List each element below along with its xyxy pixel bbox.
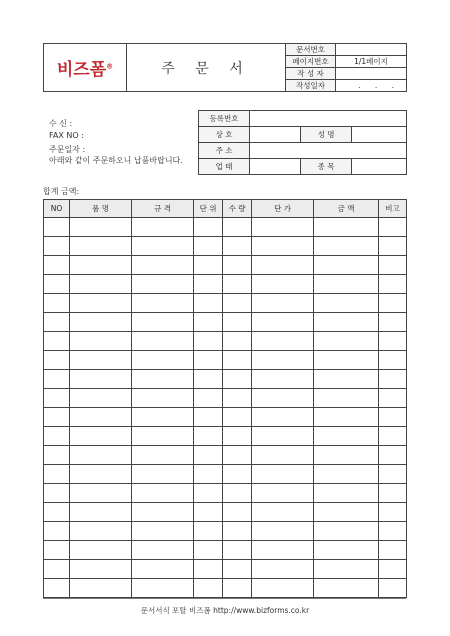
item-cell[interactable] [252, 389, 314, 408]
item-cell[interactable] [70, 370, 132, 389]
item-cell[interactable] [194, 313, 223, 332]
item-cell[interactable] [132, 294, 194, 313]
item-cell[interactable] [132, 256, 194, 275]
col-spec: 규 격 [132, 200, 194, 218]
item-cell[interactable] [194, 503, 223, 522]
item-cell[interactable] [194, 256, 223, 275]
item-cell[interactable] [132, 484, 194, 503]
item-cell[interactable] [132, 275, 194, 294]
item-cell[interactable] [314, 579, 379, 598]
address-value[interactable] [250, 143, 407, 159]
doc-number-label: 문서번호 [286, 44, 336, 56]
col-no: NO [44, 200, 70, 218]
item-cell[interactable] [44, 427, 70, 446]
item-cell[interactable] [223, 389, 252, 408]
item-cell[interactable] [379, 313, 407, 332]
item-cell[interactable] [44, 389, 70, 408]
item-cell[interactable] [132, 332, 194, 351]
item-cell[interactable] [379, 408, 407, 427]
item-cell[interactable] [379, 446, 407, 465]
item-cell[interactable] [314, 370, 379, 389]
col-quantity: 수 량 [223, 200, 252, 218]
item-cell[interactable] [314, 294, 379, 313]
item-cell[interactable] [70, 465, 132, 484]
item-cell[interactable] [223, 332, 252, 351]
item-cell[interactable] [70, 446, 132, 465]
item-cell[interactable] [314, 256, 379, 275]
item-cell[interactable] [44, 237, 70, 256]
company-label: 상 호 [199, 127, 250, 143]
item-cell[interactable] [314, 313, 379, 332]
representative-value[interactable] [352, 127, 407, 143]
item-cell[interactable] [44, 503, 70, 522]
item-cell[interactable] [44, 275, 70, 294]
item-cell[interactable] [314, 351, 379, 370]
footer-divider [43, 598, 406, 599]
col-item-name: 품 명 [70, 200, 132, 218]
item-cell[interactable] [314, 446, 379, 465]
item-cell[interactable] [252, 560, 314, 579]
item-cell[interactable] [44, 408, 70, 427]
item-cell[interactable] [223, 522, 252, 541]
item-cell[interactable] [223, 408, 252, 427]
item-cell[interactable] [379, 465, 407, 484]
item-cell[interactable] [379, 332, 407, 351]
item-row [44, 351, 407, 370]
item-cell[interactable] [252, 218, 314, 237]
business-type-value[interactable] [250, 159, 301, 175]
item-cell[interactable] [379, 522, 407, 541]
item-cell[interactable] [132, 446, 194, 465]
item-cell[interactable] [132, 313, 194, 332]
item-cell[interactable] [194, 389, 223, 408]
item-cell[interactable] [132, 560, 194, 579]
item-cell[interactable] [252, 294, 314, 313]
item-row [44, 465, 407, 484]
item-row [44, 541, 407, 560]
item-cell[interactable] [379, 560, 407, 579]
item-row [44, 256, 407, 275]
item-cell[interactable] [314, 541, 379, 560]
item-cell[interactable] [223, 579, 252, 598]
item-cell[interactable] [132, 351, 194, 370]
item-cell[interactable] [223, 446, 252, 465]
item-cell[interactable] [44, 256, 70, 275]
item-cell[interactable] [44, 313, 70, 332]
item-cell[interactable] [194, 522, 223, 541]
item-cell[interactable] [132, 541, 194, 560]
item-cell[interactable] [44, 541, 70, 560]
item-cell[interactable] [314, 484, 379, 503]
item-row [44, 237, 407, 256]
item-cell[interactable] [314, 389, 379, 408]
item-cell[interactable] [252, 465, 314, 484]
item-cell[interactable] [194, 484, 223, 503]
page-number-label: 페이지번호 [286, 56, 336, 68]
item-cell[interactable] [44, 446, 70, 465]
item-cell[interactable] [379, 370, 407, 389]
item-cell[interactable] [132, 579, 194, 598]
item-row [44, 446, 407, 465]
total-amount-label: 합계 금액: [43, 187, 80, 196]
item-cell[interactable] [44, 522, 70, 541]
item-cell[interactable] [223, 313, 252, 332]
item-cell[interactable] [379, 427, 407, 446]
item-cell[interactable] [252, 427, 314, 446]
address-label: 주 소 [199, 143, 250, 159]
order-date-label: 주문일자 : [49, 145, 86, 154]
items-table [43, 199, 407, 598]
item-cell[interactable] [194, 294, 223, 313]
item-cell[interactable] [379, 275, 407, 294]
item-cell[interactable] [70, 332, 132, 351]
item-cell[interactable] [252, 408, 314, 427]
item-cell[interactable] [223, 370, 252, 389]
item-row [44, 560, 407, 579]
item-cell[interactable] [132, 237, 194, 256]
order-note: 아래와 같이 주문하오니 납품바랍니다. [49, 156, 183, 165]
item-cell[interactable] [132, 389, 194, 408]
item-cell[interactable] [379, 389, 407, 408]
item-cell[interactable] [314, 275, 379, 294]
item-row [44, 503, 407, 522]
item-cell[interactable] [44, 560, 70, 579]
date-label: 작성일자 [286, 80, 336, 92]
item-cell[interactable] [70, 541, 132, 560]
item-cell[interactable] [314, 560, 379, 579]
item-cell[interactable] [223, 541, 252, 560]
item-cell[interactable] [252, 579, 314, 598]
item-cell[interactable] [379, 294, 407, 313]
item-cell[interactable] [252, 541, 314, 560]
item-row [44, 294, 407, 313]
item-cell[interactable] [194, 332, 223, 351]
header-table [43, 43, 407, 92]
item-cell[interactable] [379, 503, 407, 522]
item-cell[interactable] [252, 484, 314, 503]
author-label: 작 성 자 [286, 68, 336, 80]
item-row [44, 218, 407, 237]
item-cell[interactable] [194, 427, 223, 446]
item-cell[interactable] [132, 427, 194, 446]
item-cell[interactable] [252, 370, 314, 389]
author-value[interactable] [336, 68, 407, 80]
logo-cell [44, 44, 127, 92]
item-cell[interactable] [70, 256, 132, 275]
item-row [44, 275, 407, 294]
item-cell[interactable] [44, 370, 70, 389]
item-cell[interactable] [194, 446, 223, 465]
item-cell[interactable] [132, 465, 194, 484]
item-cell[interactable] [223, 465, 252, 484]
item-cell[interactable] [379, 541, 407, 560]
item-cell[interactable] [194, 351, 223, 370]
item-cell[interactable] [70, 237, 132, 256]
item-cell[interactable] [70, 560, 132, 579]
item-row [44, 427, 407, 446]
item-cell[interactable] [132, 408, 194, 427]
item-cell[interactable] [70, 484, 132, 503]
item-cell[interactable] [194, 408, 223, 427]
item-cell[interactable] [223, 484, 252, 503]
item-cell[interactable] [223, 351, 252, 370]
business-item-value[interactable] [352, 159, 407, 175]
item-cell[interactable] [44, 465, 70, 484]
item-cell[interactable] [252, 351, 314, 370]
item-row [44, 522, 407, 541]
item-cell[interactable] [379, 218, 407, 237]
item-cell[interactable] [223, 294, 252, 313]
item-cell[interactable] [132, 503, 194, 522]
item-cell[interactable] [379, 351, 407, 370]
fax-label: FAX NO : [49, 131, 84, 140]
item-row [44, 484, 407, 503]
item-cell[interactable] [252, 446, 314, 465]
item-cell[interactable] [194, 579, 223, 598]
item-cell[interactable] [252, 503, 314, 522]
item-cell[interactable] [70, 275, 132, 294]
item-cell[interactable] [44, 484, 70, 503]
bizforms-logo: 비즈폼® [56, 60, 114, 80]
col-unit: 단 위 [194, 200, 223, 218]
item-cell[interactable] [132, 370, 194, 389]
items-header-row [44, 200, 407, 218]
item-cell[interactable] [44, 294, 70, 313]
document-title: 주 문 서 [161, 60, 251, 77]
date-value[interactable]: . . . [336, 80, 407, 92]
item-cell[interactable] [223, 275, 252, 294]
item-cell[interactable] [252, 237, 314, 256]
item-row [44, 370, 407, 389]
reg-no-value[interactable] [250, 111, 407, 127]
item-cell[interactable] [314, 427, 379, 446]
item-cell[interactable] [194, 465, 223, 484]
page-number-value[interactable]: 1/1페이지 [336, 56, 407, 68]
item-row [44, 332, 407, 351]
item-row [44, 313, 407, 332]
item-row [44, 408, 407, 427]
recipient-label: 수 신 : [49, 119, 73, 128]
item-cell[interactable] [314, 408, 379, 427]
item-cell[interactable] [194, 218, 223, 237]
item-cell[interactable] [223, 237, 252, 256]
item-cell[interactable] [314, 503, 379, 522]
item-cell[interactable] [44, 579, 70, 598]
item-cell[interactable] [223, 427, 252, 446]
item-cell[interactable] [194, 275, 223, 294]
item-cell[interactable] [70, 294, 132, 313]
supplier-table [198, 110, 407, 175]
item-cell[interactable] [223, 560, 252, 579]
item-cell[interactable] [132, 218, 194, 237]
item-cell[interactable] [379, 579, 407, 598]
item-cell[interactable] [132, 522, 194, 541]
item-cell[interactable] [194, 560, 223, 579]
item-cell[interactable] [194, 541, 223, 560]
reg-no-label: 등록번호 [199, 111, 250, 127]
col-amount: 금 액 [314, 200, 379, 218]
item-cell[interactable] [44, 332, 70, 351]
item-cell[interactable] [314, 332, 379, 351]
item-cell[interactable] [70, 313, 132, 332]
item-cell[interactable] [379, 256, 407, 275]
col-remarks: 비고 [379, 200, 407, 218]
item-cell[interactable] [379, 237, 407, 256]
item-cell[interactable] [223, 256, 252, 275]
item-cell[interactable] [70, 522, 132, 541]
item-cell[interactable] [314, 237, 379, 256]
title-cell [127, 44, 286, 92]
item-cell[interactable] [44, 218, 70, 237]
item-cell[interactable] [252, 522, 314, 541]
item-cell[interactable] [252, 275, 314, 294]
item-cell[interactable] [194, 370, 223, 389]
item-cell[interactable] [314, 218, 379, 237]
item-cell[interactable] [70, 427, 132, 446]
company-value[interactable] [250, 127, 301, 143]
item-row [44, 389, 407, 408]
doc-number-value[interactable] [336, 44, 407, 56]
item-cell[interactable] [70, 351, 132, 370]
item-cell[interactable] [44, 351, 70, 370]
item-row [44, 579, 407, 598]
item-cell[interactable] [70, 408, 132, 427]
item-cell[interactable] [70, 579, 132, 598]
representative-label: 성 명 [301, 127, 352, 143]
business-item-label: 종 목 [301, 159, 352, 175]
item-cell[interactable] [252, 332, 314, 351]
item-cell[interactable] [194, 237, 223, 256]
item-cell[interactable] [252, 256, 314, 275]
col-unit-price: 단 가 [252, 200, 314, 218]
business-type-label: 업 태 [199, 159, 250, 175]
footer-text: 문서서식 포탈 비즈폼 http://www.bizforms.co.kr [140, 606, 310, 615]
item-cell[interactable] [314, 522, 379, 541]
items-body [44, 218, 407, 598]
item-cell[interactable] [70, 503, 132, 522]
item-cell[interactable] [223, 218, 252, 237]
item-cell[interactable] [379, 484, 407, 503]
item-cell[interactable] [314, 465, 379, 484]
item-cell[interactable] [70, 218, 132, 237]
item-cell[interactable] [223, 503, 252, 522]
item-cell[interactable] [252, 313, 314, 332]
item-cell[interactable] [70, 389, 132, 408]
